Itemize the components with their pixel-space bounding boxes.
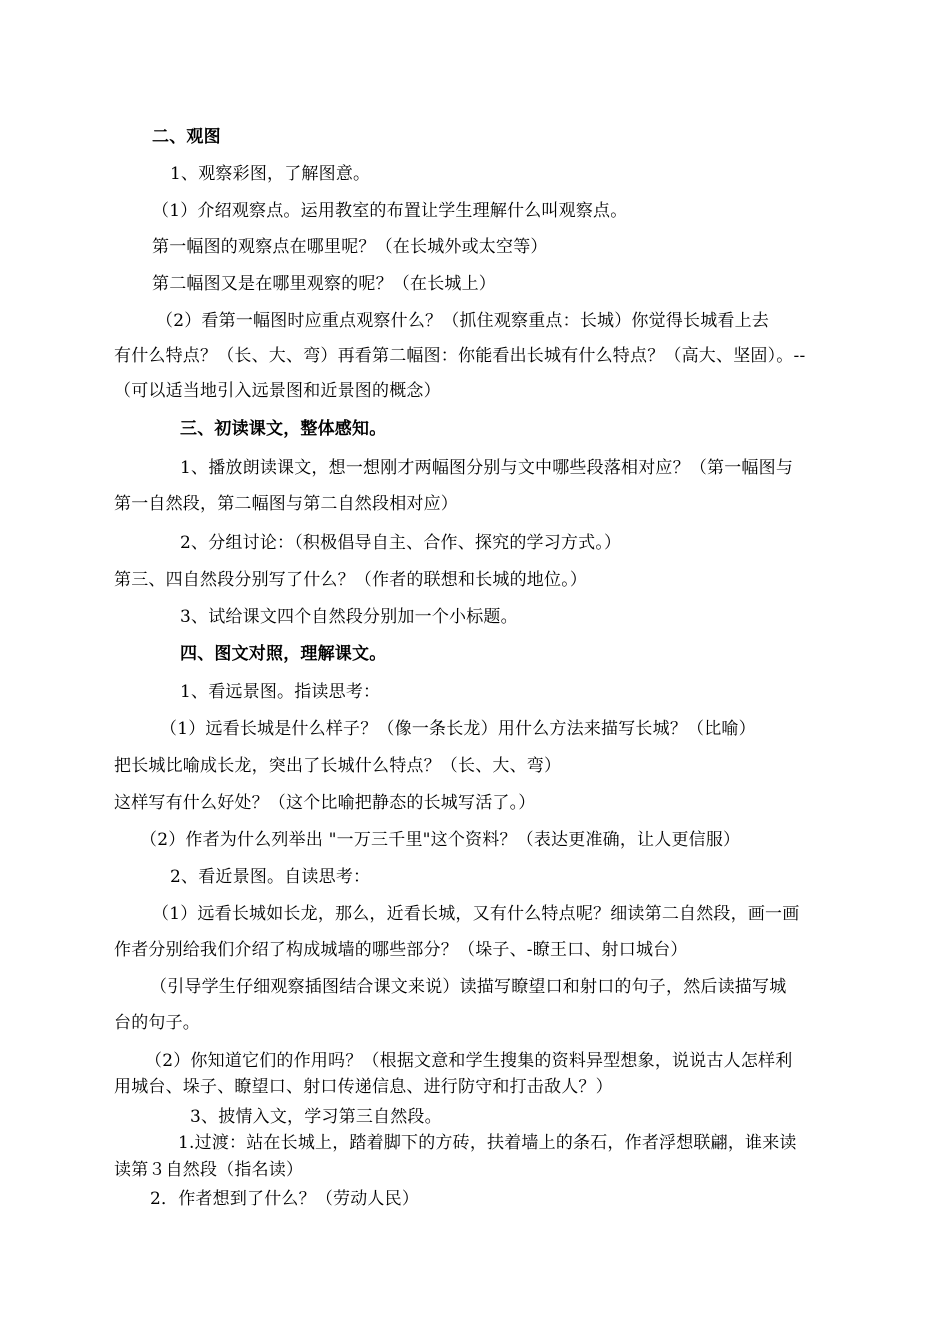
section-heading-tuwen: 四、图文对照，理解课文。 [180,644,387,664]
text-line: 2．作者想到了什么？（劳动人民） [150,1189,420,1209]
text-line: 这样写有什么好处？（这个比喻把静态的长城写活了。） [114,793,536,813]
text-line: （1）远看长城如长龙，那么，近看长城，又有什么特点呢？细读第二自然段，画一画 [152,904,800,924]
text-line: 读第３自然段（指名读） [114,1160,304,1180]
text-line: 2、分组讨论：（积极倡导自主、合作、探究的学习方式。） [180,533,622,553]
text-line: 2、看近景图。自读思考： [170,867,371,887]
text-line: 1、看远景图。指读思考： [180,682,381,702]
text-line: （可以适当地引入远景图和近景图的概念） [114,381,441,401]
text-line: 1、播放朗读课文，想一想刚才两幅图分别与文中哪些段落相对应？（第一幅图与 [180,458,794,478]
text-line: 有什么特点？（长、大、弯）再看第二幅图：你能看出长城有什么特点？（高大、坚固）。-- [114,346,806,366]
text-line: 用城台、垛子、瞭望口、射口传递信息、进行防守和打击敌人？） [114,1077,613,1097]
text-line: 第一自然段，第二幅图与第二自然段相对应） [114,494,458,514]
text-line: 第一幅图的观察点在哪里呢？（在长城外或太空等） [152,237,548,257]
text-line: （2）作者为什么列举出 "一万三千里"这个资料？（表达更准确，让人更信服） [140,830,741,850]
text-line: 第二幅图又是在哪里观察的呢？（在长城上） [152,274,496,294]
text-line: 作者分别给我们介绍了构成城墙的哪些部分？（垛子、-瞭王口、射口城台） [114,940,688,960]
text-line: （1）远看长城是什么样子？（像一条长龙）用什么方法来描写长城？（比喻） [160,719,756,739]
text-line: 台的句子。 [114,1013,200,1033]
text-line: （引导学生仔细观察插图结合课文来说）读描写瞭望口和射口的句子，然后读描写城 [150,977,787,997]
section-heading-chudu: 三、初读课文，整体感知。 [180,419,387,439]
text-line: （2）你知道它们的作用吗？（根据文意和学生搜集的资料异型想象，说说古人怎样利 [145,1051,793,1071]
text-line: 3、试给课文四个自然段分别加一个小标题。 [180,607,518,627]
text-line: 第三、四自然段分别写了什么？（作者的联想和长城的地位。） [114,570,588,590]
text-line: 把长城比喻成长龙，突出了长城什么特点？（长、大、弯） [114,756,562,776]
text-line: （2）看第一幅图时应重点观察什么？（抓住观察重点：长城）你觉得长城看上去 [156,311,770,331]
section-heading-guantu: 二、观图 [152,127,221,147]
text-line: （1）介绍观察点。运用教室的布置让学生理解什么叫观察点。 [152,201,628,221]
text-line: 3、披情入文，学习第三自然段。 [190,1107,442,1127]
text-line: 1、观察彩图，了解图意。 [170,164,371,184]
text-line: 1.过渡：站在长城上，踏着脚下的方砖，扶着墙上的条石，作者浮想联翩，谁来读 [178,1133,797,1153]
